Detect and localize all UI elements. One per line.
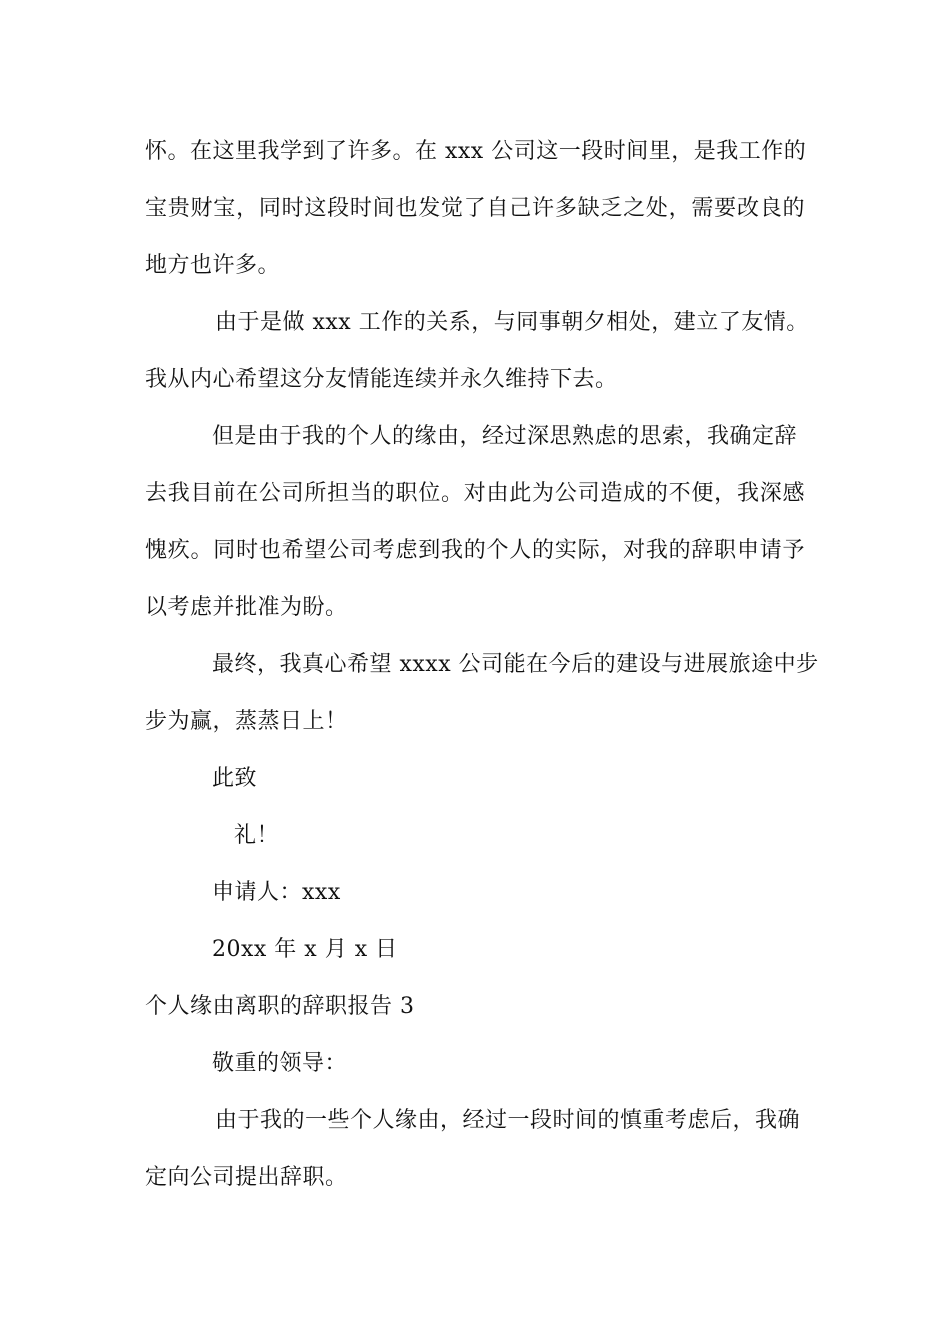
closing-salutation: 此致 (212, 766, 258, 791)
paragraph-line: 由于是做 xxx 工作的关系，与同事朝夕相处，建立了友情。 (215, 310, 809, 335)
paragraph-line: 以考虑并批准为盼。 (145, 595, 348, 620)
paragraph-line: 我从内心希望这分友情能连续并永久维持下去。 (145, 367, 618, 392)
paragraph-line: 去我目前在公司所担当的职位。对由此为公司造成的不便，我深感 (145, 481, 805, 506)
section-heading: 个人缘由离职的辞职报告 3 (145, 994, 415, 1019)
paragraph-line: 但是由于我的个人的缘由，经过深思熟虑的思索，我确定辞 (212, 424, 798, 449)
paragraph-line: 由于我的一些个人缘由，经过一段时间的慎重考虑后，我确 (215, 1108, 801, 1133)
paragraph-line: 愧疚。同时也希望公司考虑到我的个人的实际，对我的辞职申请予 (145, 538, 805, 563)
paragraph-line: 最终，我真心希望 xxxx 公司能在今后的建设与进展旅途中步 (212, 652, 819, 677)
letter-date: 20xx 年 x 月 x 日 (212, 937, 398, 962)
paragraph-line: 宝贵财宝，同时这段时间也发觉了自己许多缺乏之处，需要改良的 (145, 196, 805, 221)
paragraph-line: 怀。在这里我学到了许多。在 xxx 公司这一段时间里，是我工作的 (145, 139, 807, 164)
paragraph-line: 地方也许多。 (145, 253, 281, 278)
paragraph-line: 步为赢，蒸蒸日上！ (145, 709, 348, 734)
paragraph-line: 定向公司提出辞职。 (145, 1165, 348, 1190)
applicant-signature: 申请人：xxx (212, 880, 341, 905)
letter-greeting: 敬重的领导： (212, 1051, 348, 1076)
closing-regards: 礼！ (234, 823, 280, 848)
